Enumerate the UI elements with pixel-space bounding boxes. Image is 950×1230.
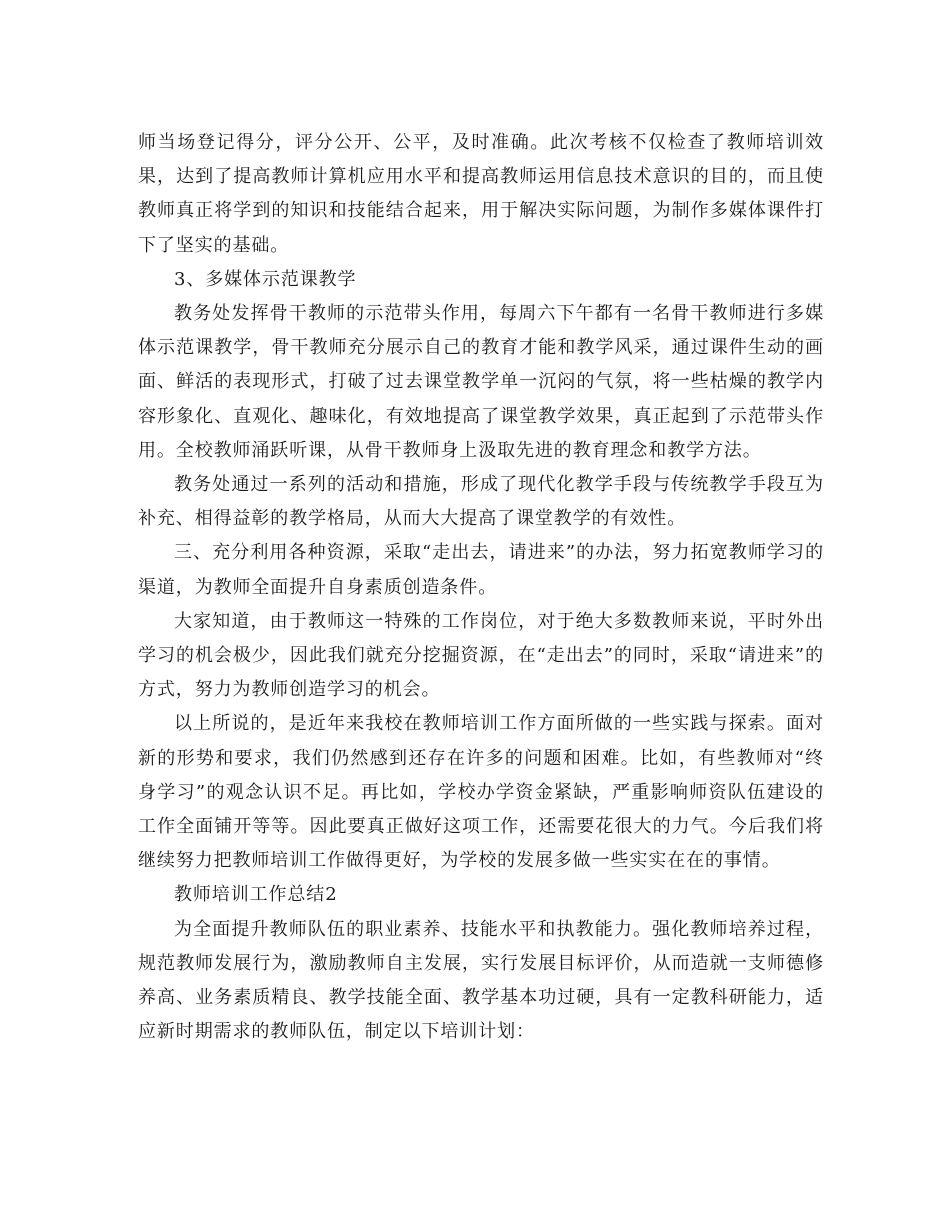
paragraph-teaching-pattern: 教务处通过一系列的活动和措施，形成了现代化教学手段与传统教学手段互为补充、相得益彰的教学格局，从而大大提高了课堂教学的有效性。: [138, 474, 824, 530]
document-body: [138, 126, 824, 1049]
paragraph-continuation: 师当场登记得分，评分公开、公平，及时准确。此次考核不仅检查了教师培训效果，达到了提高教师计算机应用水平和提高教师运用信息技术意识的目的，而且使教师真正将学到的知识和技能结合起来，用于解决实际问题，为制作多媒体课件打下了坚实的基础。: [138, 132, 824, 256]
section-title-summary-2: 教师培训工作总结2: [174, 884, 338, 906]
section-heading-resources: 三、充分利用各种资源，采取“走出去，请进来”的办法，努力拓宽教师学习的渠道，为教师全面提升自身素质创造条件。: [138, 542, 824, 598]
paragraph-summary-problems: 以上所说的，是近年来我校在教师培训工作方面所做的一些实践与探索。面对新的形势和要求，我们仍然感到还存在许多的问题和困难。比如，有些教师对“终身学习”的观念认识不足。再比如，学校办学资金紧缺，严重影响师资队伍建设的工作全面铺开等等。因此要真正做好这项工作，还需要花很大的力气。今后我们将继续努力把教师培训工作做得更好，为学校的发展多做一些实实在在的事情。: [138, 713, 824, 872]
section-heading-multimedia-demo: 3、多媒体示范课教学: [174, 268, 357, 290]
paragraph-training-plan-intro: 为全面提升教师队伍的职业素养、技能水平和执教能力。强化教师培养过程，规范教师发展行为，激励教师自主发展，实行发展目标评价，从而造就一支师德修养高、业务素质精良、教学技能全面、教学基本功过硬，具有一定教科研能力，适应新时期需求的教师队伍，制定以下培训计划：: [138, 918, 824, 1043]
paragraph-demo-lessons: 教务处发挥骨干教师的示范带头作用，每周六下午都有一名骨干教师进行多媒体示范课教学，骨干教师充分展示自己的教育才能和教学风采，通过课件生动的画面、鲜活的表现形式，打破了过去课堂教学单一沉闷的气氛，将一些枯燥的教学内容形象化、直观化、趣味化，有效地提高了课堂教学效果，真正起到了示范带头作用。全校教师涌跃听课，从骨干教师身上汲取先进的教育理念和教学方法。: [138, 303, 824, 461]
paragraph-learning-opportunities: 大家知道，由于教师这一特殊的工作岗位，对于绝大多数教师来说，平时外出学习的机会极少，因此我们就充分挖掘资源，在“走出去”的同时，采取“请进来”的方式，努力为教师创造学习的机会。: [138, 610, 824, 701]
